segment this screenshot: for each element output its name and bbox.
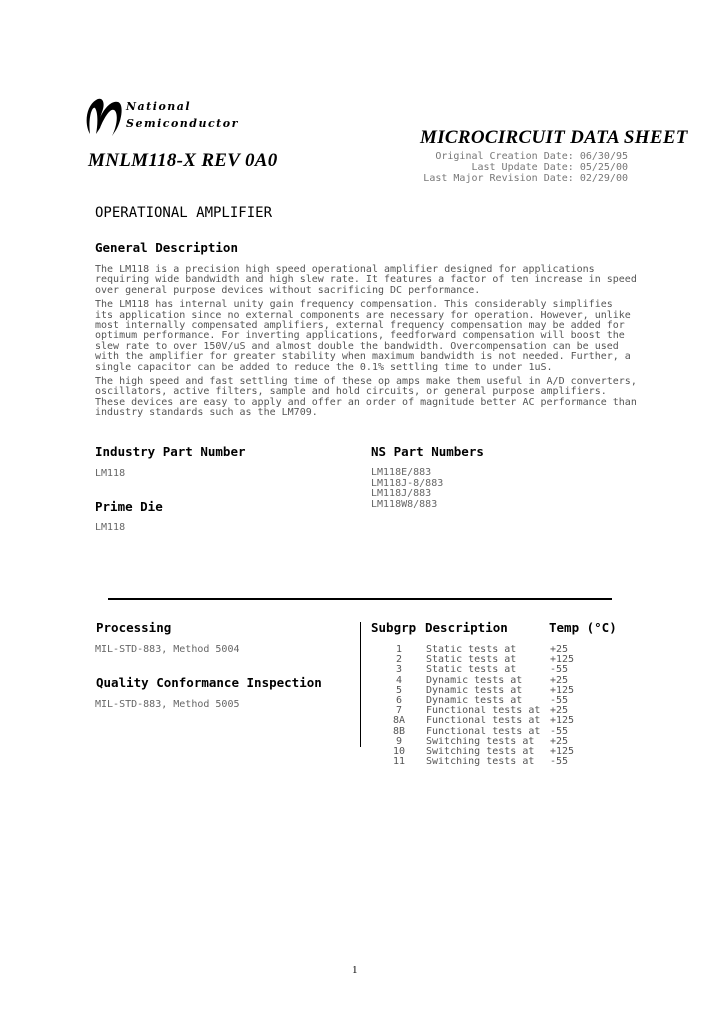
temp-cell: +125 [550, 684, 575, 696]
temp-cell: -55 [550, 664, 569, 676]
processing-value: MIL-STD-883, Method 5004 [95, 644, 240, 655]
table-row [372, 757, 610, 767]
table-row [372, 727, 610, 737]
document-title: MICROCIRCUIT DATA SHEET [420, 127, 688, 148]
subgroup-cell: 9 [395, 735, 403, 747]
table-row [372, 696, 610, 706]
temp-cell: +25 [550, 674, 569, 686]
subgroup-cell: 7 [395, 705, 403, 717]
logo-wordmark [126, 98, 239, 132]
general-description-heading: General Description [95, 240, 238, 255]
description-cell: Switching tests at [426, 747, 535, 758]
column-divider [360, 622, 361, 747]
last-update-date: Last Update Date: 05/25/00 [471, 162, 628, 173]
description-cell: Static tests at [426, 655, 517, 666]
subgroup-cell: 11 [392, 756, 406, 768]
subgroup-cell: 8A [392, 715, 406, 727]
section-divider [108, 598, 612, 600]
table-row [372, 706, 610, 716]
description-paragraph: The LM118 is a precision high speed operational amplifier designed for applications requiring wide bandwidth and high slew rate. It features a factor of ten increase in speed over general purpose devices without sacrificing DC performance. [95, 264, 637, 296]
description-header: Description [425, 620, 508, 635]
description-cell: Switching tests at [426, 736, 535, 747]
description-cell: Dynamic tests at [426, 675, 523, 686]
creation-date: Original Creation Date: 06/30/95 [435, 151, 628, 162]
description-cell: Functional tests at [426, 716, 541, 727]
ns-part-item: LM118J-8/883 [371, 477, 444, 489]
temp-cell: +25 [550, 735, 569, 747]
temp-cell: +25 [550, 644, 569, 655]
prime-die-heading: Prime Die [95, 499, 163, 514]
qci-value: MIL-STD-883, Method 5005 [95, 699, 240, 710]
subgroup-cell: 4 [395, 674, 403, 686]
ns-part-heading: NS Part Numbers [371, 444, 484, 459]
logo-line-1: National [126, 100, 192, 113]
temp-cell: -55 [550, 725, 569, 737]
temp-cell: +25 [550, 705, 569, 717]
subgroup-table [372, 645, 610, 767]
table-row [372, 737, 610, 747]
subgroup-cell: 2 [395, 654, 403, 666]
prime-die-value: LM118 [95, 522, 126, 533]
part-revision: MNLM118-X REV 0A0 [88, 150, 278, 171]
subgroup-cell: 10 [392, 746, 406, 758]
revision-dates [423, 151, 628, 184]
description-cell: Functional tests at [426, 706, 541, 717]
description-cell: Static tests at [426, 665, 517, 676]
general-description-body [95, 265, 637, 423]
table-row [372, 655, 610, 665]
device-title: OPERATIONAL AMPLIFIER [95, 205, 273, 221]
logo-line-2: Semiconductor [126, 117, 239, 130]
table-row [372, 645, 610, 655]
description-cell: Functional tests at [426, 726, 541, 737]
subgroup-cell: 1 [395, 644, 403, 655]
table-row [372, 716, 610, 726]
processing-heading: Processing [96, 620, 172, 635]
description-paragraph: The high speed and fast settling time of these op amps make them useful in A/D converters, oscillators, active filters, sample and hold circuits, or general purpose amplifiers. These devices are easy to apply and offer an order of magnitude better AC performance than industry standards such as the LM709. [95, 376, 637, 419]
temp-cell: -55 [550, 695, 569, 707]
temp-header: Temp (°C) [549, 620, 617, 635]
table-row [372, 665, 610, 675]
description-cell: Switching tests at [426, 757, 535, 768]
description-paragraph: The LM118 has internal unity gain frequency compensation. This considerably simplifies its application since no external components are necessary for operation. However, unlike most internally compensated amplifiers, external frequency compensation may be added for optimum performance. For inverting applications, feedforward compensation will boost the slew rate to over 150V/uS and almost double the bandwidth. Overcompensation can be used with the amplifier for greater stability when maximum bandwidth is not needed. Further, a single capacitor can be added to reduce the 0.1% settling time to under 1uS. [95, 299, 631, 373]
table-row [372, 686, 610, 696]
temp-cell: -55 [550, 756, 569, 768]
description-cell: Dynamic tests at [426, 696, 523, 707]
description-cell: Dynamic tests at [426, 685, 523, 696]
subgroup-cell: 8B [392, 725, 406, 737]
major-revision-date: Last Major Revision Date: 02/29/00 [423, 173, 628, 184]
ns-part-item: LM118E/883 [371, 467, 432, 478]
temp-cell: +125 [550, 746, 575, 758]
page-number: 1 [352, 964, 358, 976]
table-row [372, 747, 610, 757]
national-logo-icon [82, 94, 126, 138]
qci-heading: Quality Conformance Inspection [96, 675, 322, 690]
ns-part-item: LM118W8/883 [371, 498, 438, 510]
description-cell: Static tests at [426, 645, 517, 655]
temp-cell: +125 [550, 715, 575, 727]
industry-part-value: LM118 [95, 468, 126, 479]
subgroup-cell: 3 [395, 664, 403, 676]
temp-cell: +125 [550, 654, 575, 666]
subgroup-cell: 6 [395, 695, 403, 707]
ns-part-list [371, 468, 443, 510]
table-row [372, 676, 610, 686]
subgroup-header: Subgrp [371, 620, 417, 635]
subgroup-cell: 5 [395, 684, 403, 696]
ns-part-item: LM118J/883 [371, 488, 432, 499]
industry-part-heading: Industry Part Number [95, 444, 246, 459]
